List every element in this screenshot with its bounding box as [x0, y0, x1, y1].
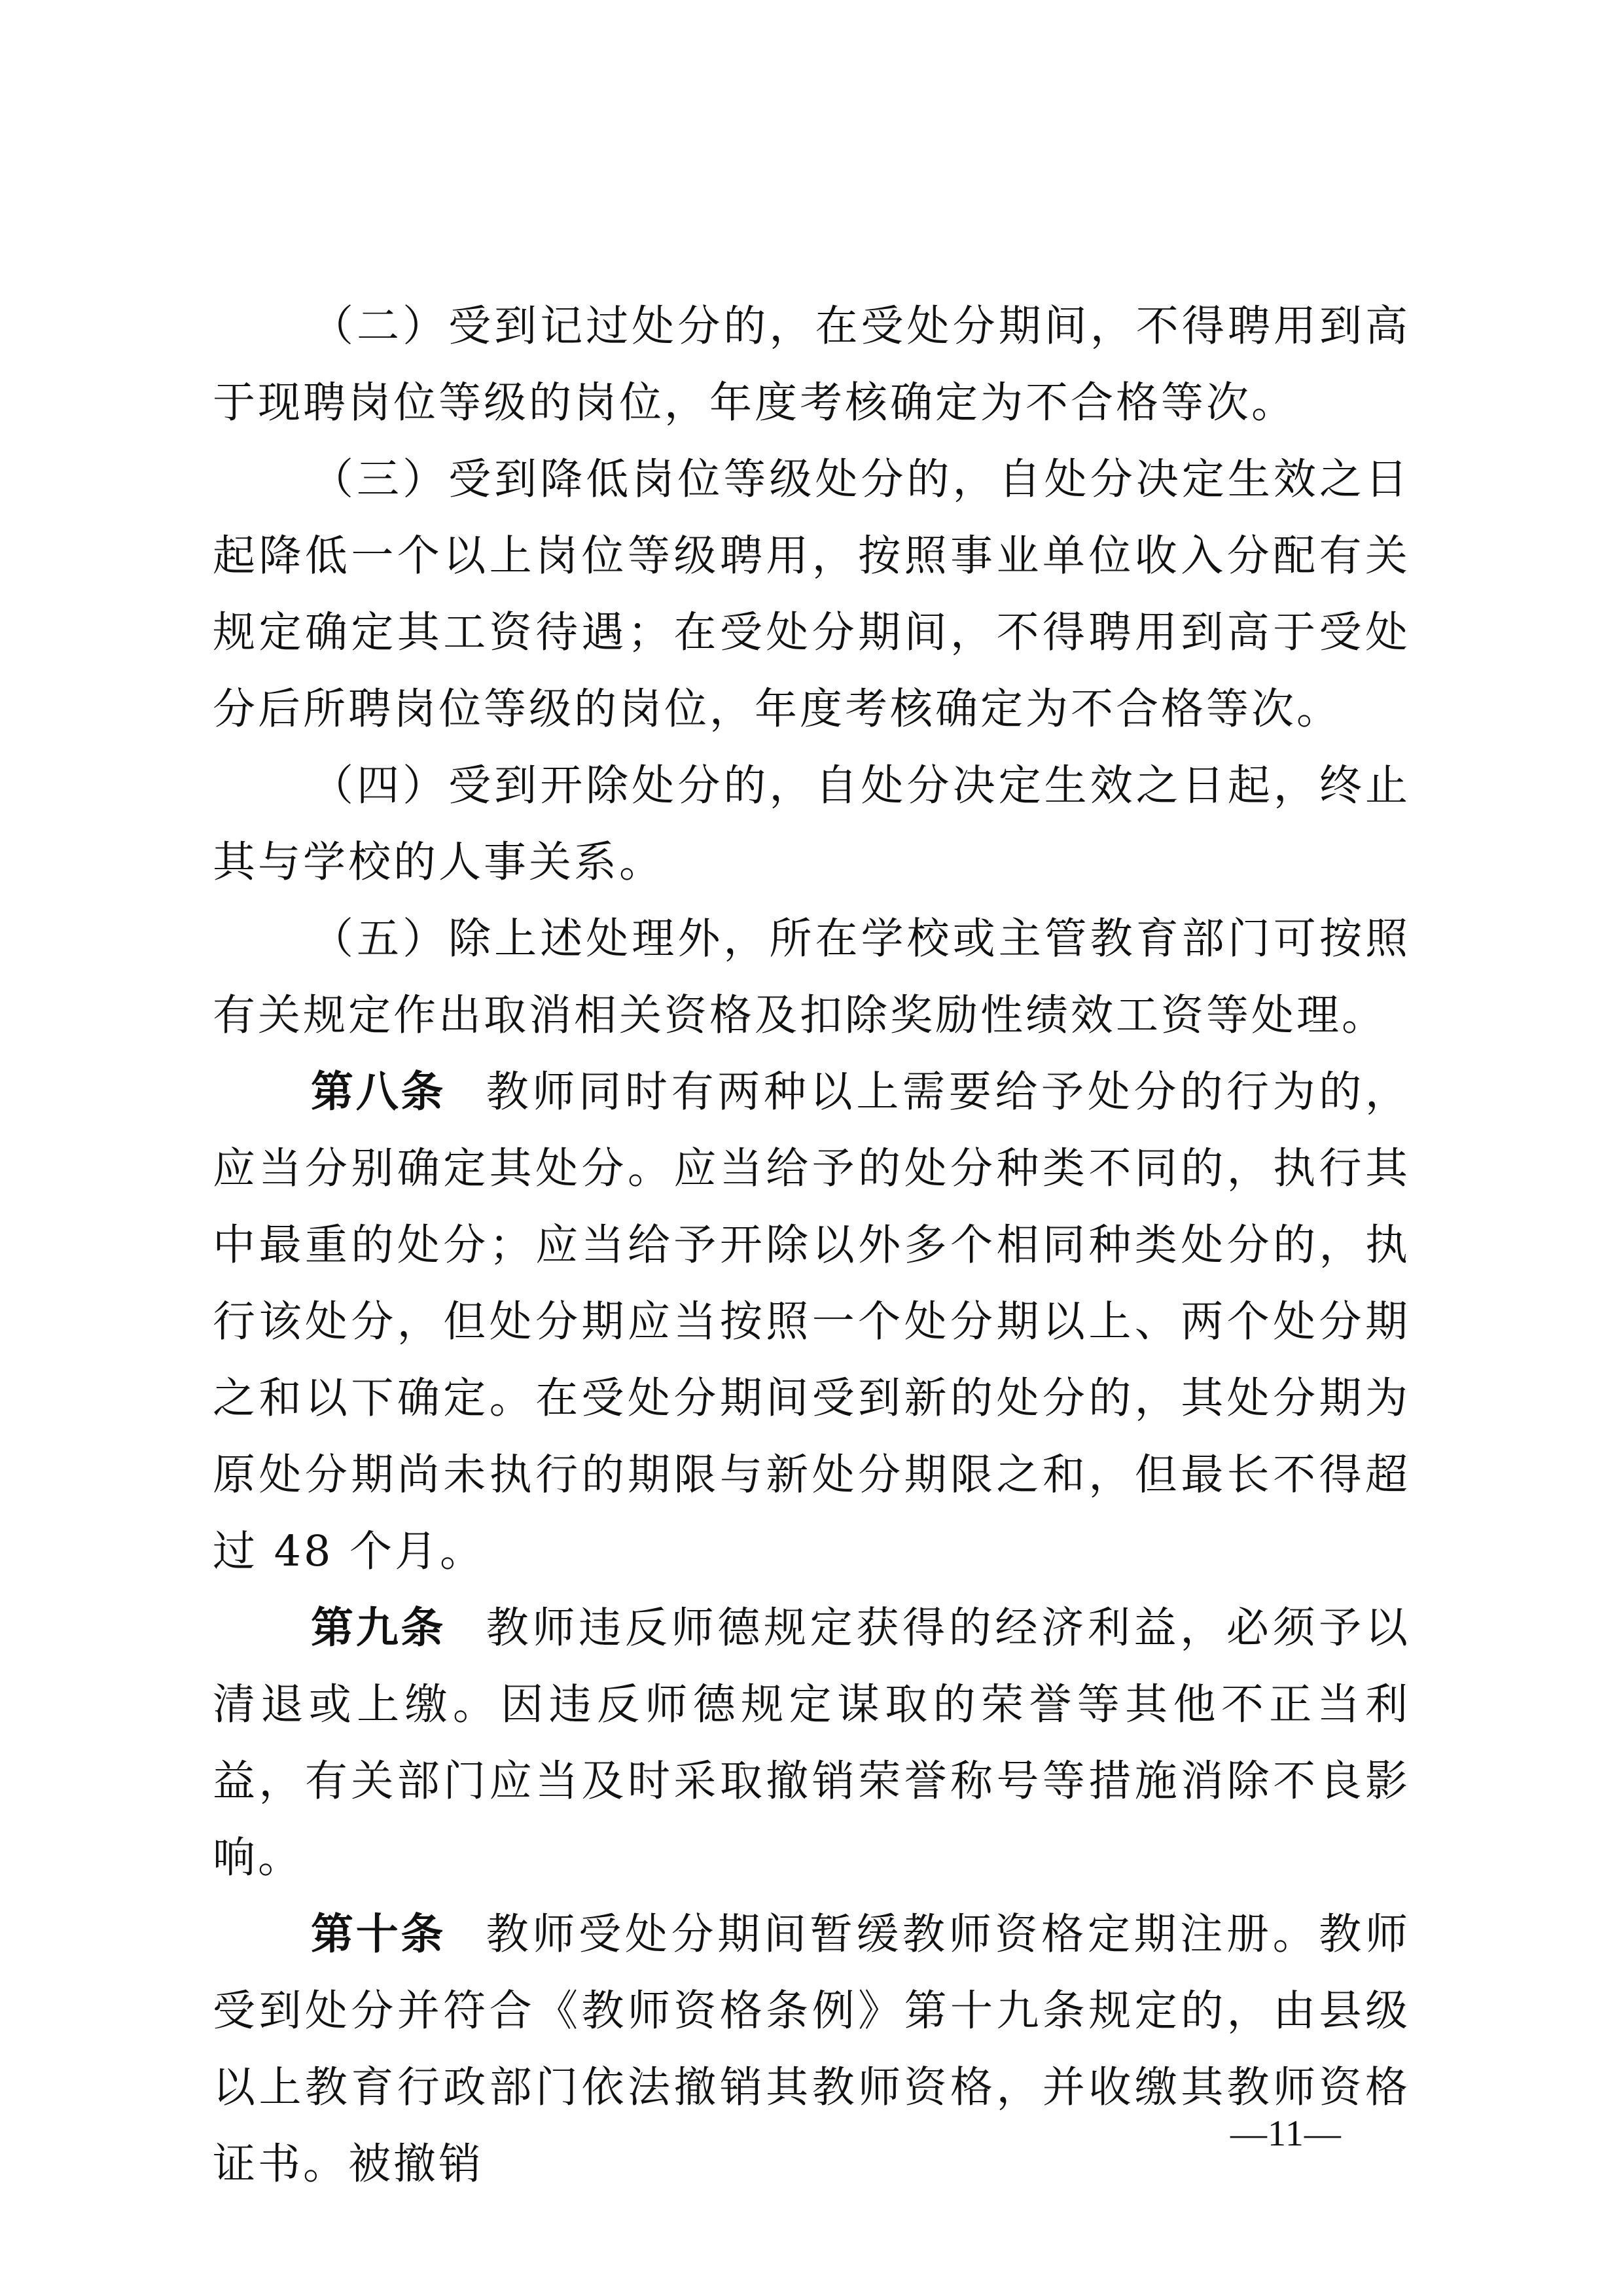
article-9 — [213, 1590, 1410, 1896]
article-8 — [213, 1054, 1410, 1590]
article-heading: 第八条 — [311, 1067, 446, 1117]
paragraph-text: （五）除上述处理外，所在学校或主管教育部门可按照有关规定作出取消相关资格及扣除奖励性绩效工资等处理。 — [213, 914, 1410, 1040]
document-body — [213, 288, 1410, 2202]
paragraph-text: （二）受到记过处分的，在受处分期间，不得聘用到高于现聘岗位等级的岗位，年度考核确定为不合格等次。 — [213, 302, 1410, 427]
article-text: 教师受处分期间暂缓教师资格定期注册。教师受到处分并符合《教师资格条例》第十九条规定的，由县级以上教育行政部门依法撤销其教师资格，并收缴其教师资格证书。被撤销 — [213, 1910, 1410, 2189]
page-number: —11— — [1230, 2113, 1342, 2154]
paragraph-text: （三）受到降低岗位等级处分的，自处分决定生效之日起降低一个以上岗位等级聘用，按照事业单位收入分配有关规定确定其工资待遇；在受处分期间，不得聘用到高于受处分后所聘岗位等级的岗位，年度考核确定为不合格等次。 — [213, 455, 1410, 734]
article-text: 教师同时有两种以上需要给予处分的行为的，应当分别确定其处分。应当给予的处分种类不同的，执行其中最重的处分；应当给予开除以外多个相同种类处分的，执行该处分，但处分期应当按照一个处分期以上、两个处分期之和以下确定。在受处分期间受到新的处分的，其处分期为原处分期尚未执行的期限与新处分期限之和，但最长不得超过 48 个月。 — [213, 1067, 1410, 1576]
paragraph-item-5 — [213, 901, 1410, 1054]
paragraph-text: （四）受到开除处分的，自处分决定生效之日起，终止其与学校的人事关系。 — [213, 761, 1410, 887]
paragraph-item-2 — [213, 288, 1410, 441]
paragraph-item-4 — [213, 747, 1410, 901]
article-text: 教师违反师德规定获得的经济利益，必须予以清退或上缴。因违反师德规定谋取的荣誉等其他不正当利益，有关部门应当及时采取撤销荣誉称号等措施消除不良影响。 — [213, 1604, 1410, 1882]
article-heading: 第十条 — [311, 1909, 446, 1959]
paragraph-item-3 — [213, 441, 1410, 747]
article-heading: 第九条 — [311, 1603, 446, 1653]
